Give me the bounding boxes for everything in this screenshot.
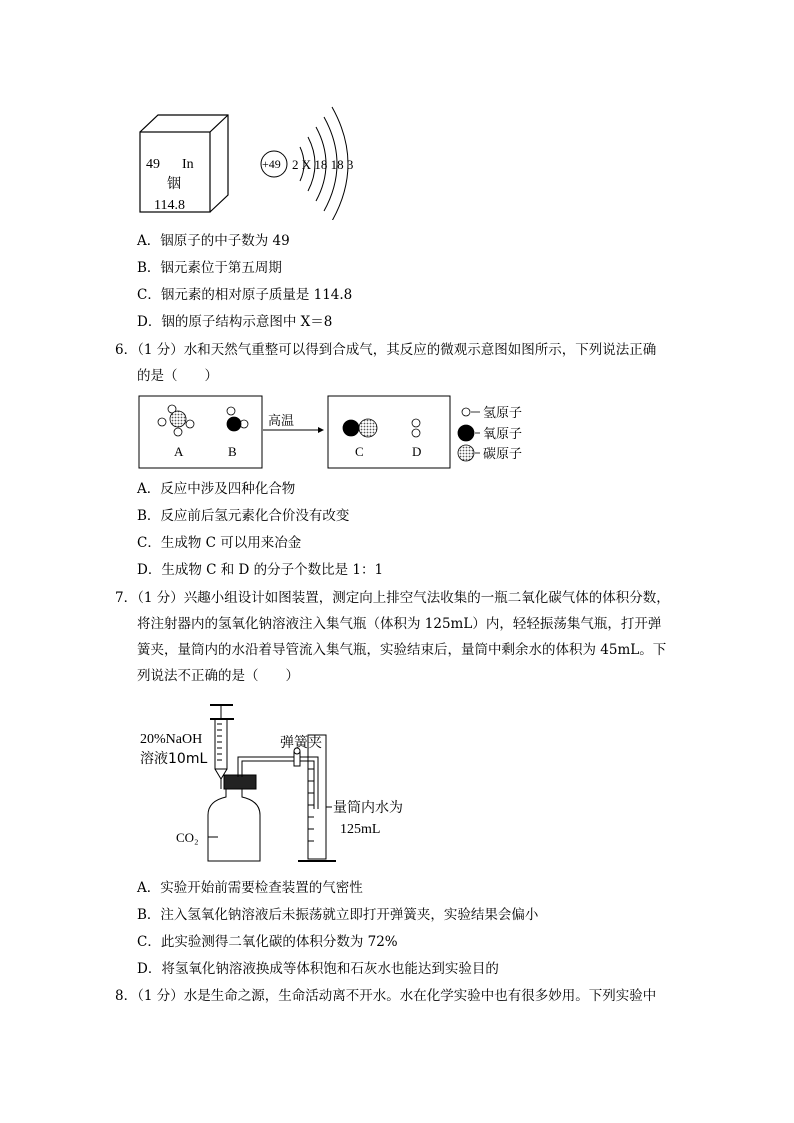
- legend-carbon: 碳原子: [483, 447, 523, 462]
- clip-label: 弹簧夹: [280, 735, 322, 751]
- q5-option-d: D．铟的原子结构示意图中 X＝8: [137, 314, 333, 330]
- cell-name: 铟: [167, 176, 181, 192]
- q6-option-c: C．生成物 C 可以用来冶金: [137, 535, 302, 551]
- q5-option-b: B．铟元素位于第五周期: [137, 260, 282, 276]
- shell-electrons: 2 X 18 18 3: [292, 157, 354, 172]
- nucleus-charge: +49: [262, 157, 281, 171]
- indium-figure: [130, 95, 370, 220]
- solution-label: 溶液10mL: [140, 751, 208, 767]
- q7-option-a: A．实验开始前需要检查装置的气密性: [137, 880, 363, 896]
- measuring-cylinder: [298, 735, 336, 861]
- cylinder-label-2: 125mL: [340, 822, 381, 837]
- q5-option-c: C．铟元素的相对原子质量是 114.8: [137, 287, 353, 303]
- q7-stem-line3: 簧夹，量筒内的水沿着导管流入集气瓶，实验结束后，量筒中剩余水的体积为 45mL。下: [137, 642, 667, 658]
- q7-stem-line4: 列说法不正确的是（ ）: [137, 668, 299, 684]
- water-molecule: [227, 407, 248, 431]
- reaction-diagram: [138, 395, 558, 471]
- apparatus-diagram: [138, 697, 438, 869]
- label-c: C: [355, 444, 364, 459]
- legend: [458, 408, 480, 461]
- q6-stem-line1: 6．（1 分）水和天然气重整可以得到合成气，其反应的微观示意图如图所示，下列说法正确: [115, 342, 657, 358]
- q5-option-a: A．铟原子的中子数为 49: [137, 233, 290, 249]
- q7-option-c: C．此实验测得二氧化碳的体积分数为 72%: [137, 934, 398, 950]
- reactants-box: [139, 396, 262, 468]
- q7-option-b: B．注入氢氧化钠溶液后未振荡就立即打开弹簧夹，实验结果会偏小: [137, 907, 539, 923]
- label-b: B: [228, 444, 237, 459]
- methane-molecule: [158, 405, 194, 436]
- q6-option-a: A．反应中涉及四种化合物: [137, 481, 296, 497]
- hydrogen-molecule: [412, 419, 420, 437]
- q7-stem-line1: 7．（1 分）兴趣小组设计如图装置，测定向上排空气法收集的一瓶二氧化碳气体的体积分数，: [115, 590, 670, 606]
- carbon-monoxide-molecule: [343, 419, 377, 437]
- cell-mass: 114.8: [154, 198, 185, 213]
- gas-bottle: [208, 775, 260, 861]
- co2-label: CO₂: [176, 830, 199, 845]
- cell-symbol: In: [182, 157, 194, 172]
- naoh-label: 20%NaOH: [140, 732, 203, 747]
- legend-oxygen: 氧原子: [483, 427, 523, 442]
- cylinder-label-1: 量筒内水为: [333, 800, 403, 816]
- arrow-condition: 高温: [268, 414, 295, 429]
- q6-option-d: D．生成物 C 和 D 的分子个数比是 1：1: [137, 562, 384, 578]
- label-a: A: [174, 444, 184, 459]
- q6-stem-line2: 的是（ ）: [137, 368, 218, 384]
- legend-hydrogen: 氢原子: [483, 406, 523, 421]
- arrow-head-icon: [318, 427, 324, 433]
- label-d: D: [412, 444, 422, 459]
- q6-option-b: B．反应前后氢元素化合价没有改变: [137, 508, 350, 524]
- q7-option-d: D．将氢氧化钠溶液换成等体积饱和石灰水也能达到实验目的: [137, 961, 499, 977]
- q8-stem-line1: 8．（1 分）水是生命之源，生命活动离不开水。水在化学实验中也有很多妙用。下列实验中: [115, 988, 657, 1004]
- q7-stem-line2: 将注射器内的氢氧化钠溶液注入集气瓶（体积为 125mL）内，轻轻振荡集气瓶，打开弹: [137, 616, 662, 632]
- cell-number: 49: [146, 157, 160, 172]
